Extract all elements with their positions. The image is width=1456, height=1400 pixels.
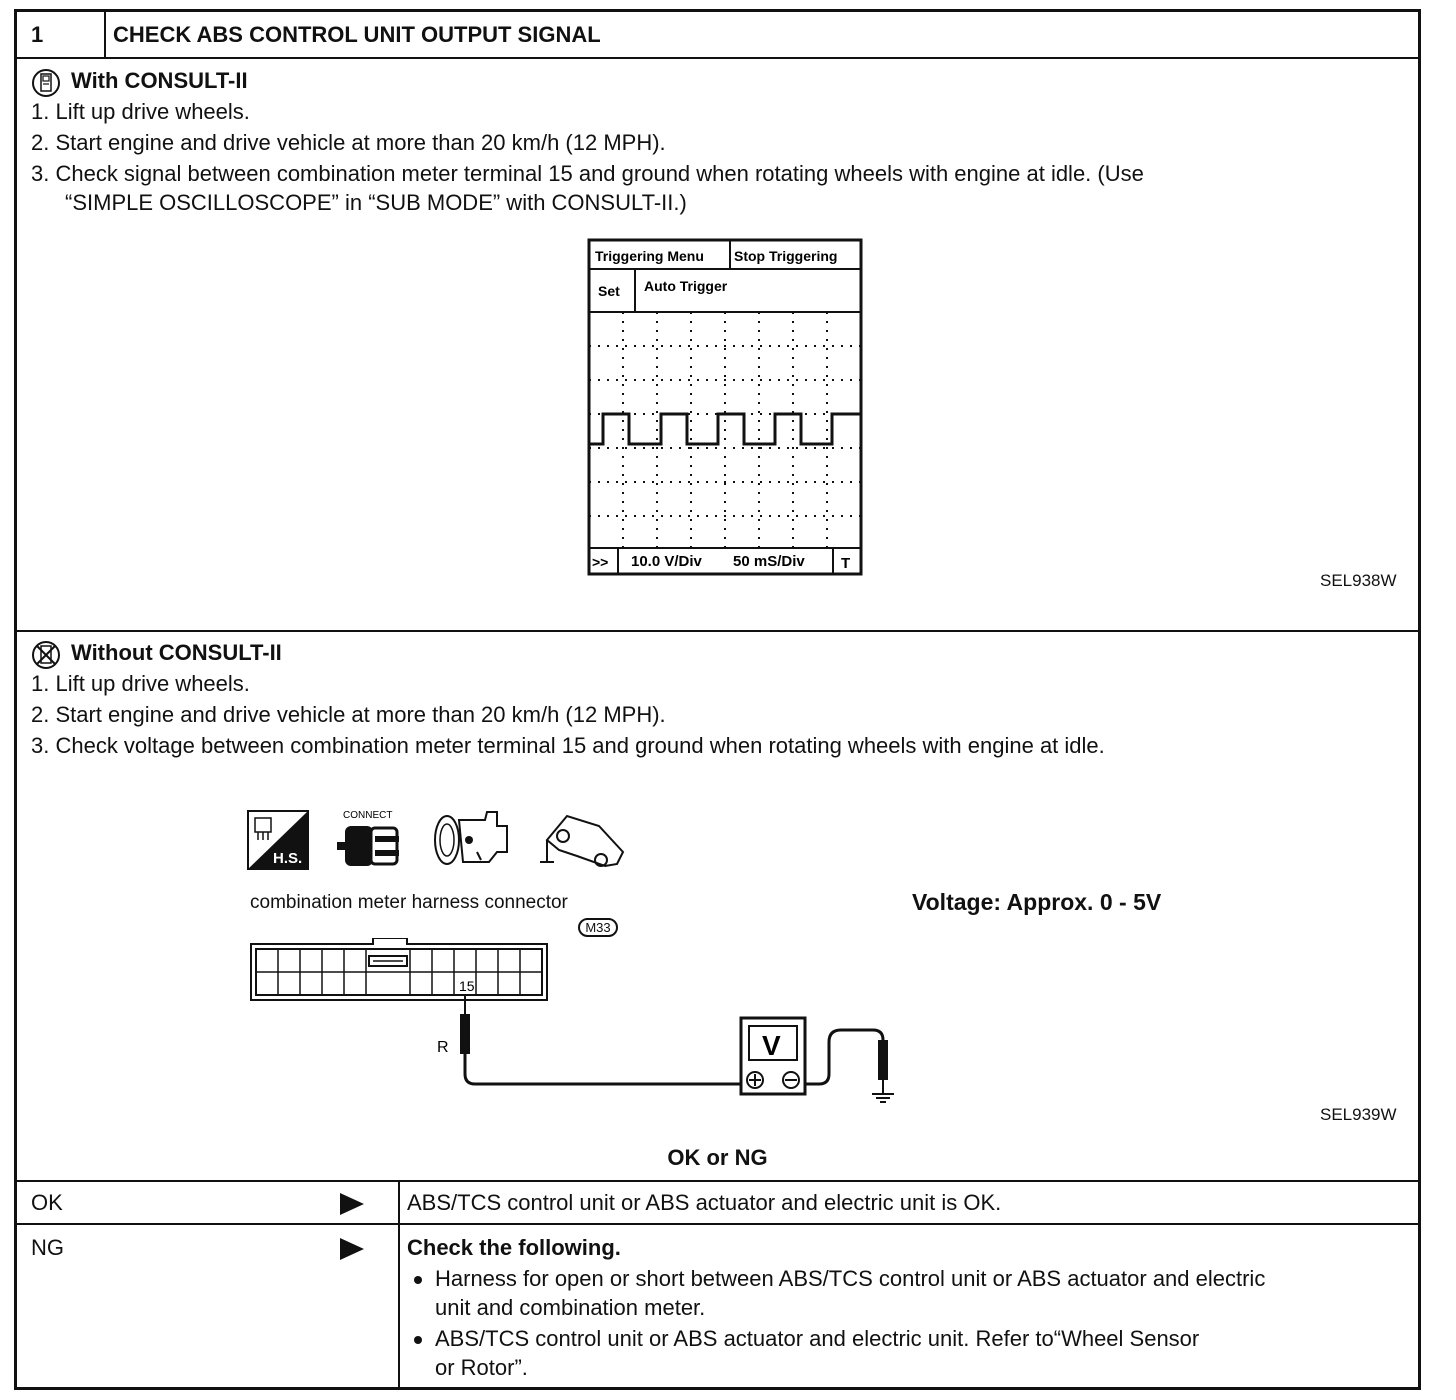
scope-time-div: 50 mS/Div — [733, 553, 805, 570]
ng-item-2-line-1: ABS/TCS control unit or ABS actuator and electric unit. Refer to“Wheel Sensor — [435, 1326, 1200, 1351]
ng-item-2-line-2: or Rotor”. — [435, 1355, 528, 1380]
meter-letter: V — [762, 1030, 781, 1061]
oscilloscope-screen — [587, 238, 863, 576]
header-rule — [17, 57, 1418, 59]
ok-or-ng-question: OK or NG — [667, 1145, 768, 1170]
wire-color: R — [437, 1039, 449, 1056]
with-step-3: 3. Check signal between combination meter terminal 15 and ground when rotating wheels with engine at idle. (Use — [31, 161, 1144, 186]
voltage-spec: Voltage: Approx. 0 - 5V — [912, 889, 1162, 915]
no-consult-icon — [31, 640, 61, 670]
connect-icon — [335, 808, 407, 872]
ng-bullet-1 — [414, 1276, 422, 1284]
ng-item-1-line-1: Harness for open or short between ABS/TCS control unit or ABS actuator and electric — [435, 1266, 1266, 1291]
without-step-3: 3. Check voltage between combination meter terminal 15 and ground when rotating wheels with engine at idle. — [31, 733, 1105, 758]
with-step-3-cont: “SIMPLE OSCILLOSCOPE” in “SUB MODE” with CONSULT-II.) — [65, 190, 687, 215]
with-step-2: 2. Start engine and drive vehicle at more than 20 km/h (12 MPH). — [31, 130, 666, 155]
ok-arrow-icon — [339, 1192, 365, 1216]
ng-heading: Check the following. — [407, 1235, 621, 1260]
without-step-2: 2. Start engine and drive vehicle at more than 20 km/h (12 MPH). — [31, 702, 666, 727]
connector-label: combination meter harness connector — [250, 892, 568, 913]
harness-side-label: H.S. — [273, 850, 303, 867]
terminal-15: 15 — [459, 978, 475, 994]
engine-icon — [431, 806, 511, 870]
without-step-1: 1. Lift up drive wheels. — [31, 671, 250, 696]
ng-item-1-line-2: unit and combination meter. — [435, 1295, 706, 1320]
consult-icon — [31, 68, 61, 98]
result-divider — [398, 1180, 400, 1387]
scope-volts-div: 10.0 V/Div — [631, 553, 702, 570]
ng-label: NG — [31, 1235, 64, 1260]
result-rule-top — [17, 1180, 1418, 1182]
step-number: 1 — [31, 22, 44, 47]
scope-menu-right: Stop Triggering — [734, 248, 838, 264]
ok-label: OK — [31, 1190, 63, 1215]
scope-t: T — [841, 555, 851, 572]
connector-id-badge — [578, 918, 618, 937]
ng-bullet-2 — [414, 1336, 422, 1344]
ok-result-text: ABS/TCS control unit or ABS actuator and electric unit is OK. — [407, 1190, 1002, 1215]
scope-menu-left: Triggering Menu — [595, 248, 704, 264]
wiring-diagram — [247, 938, 907, 1103]
ng-arrow-icon — [339, 1237, 365, 1261]
step-title: CHECK ABS CONTROL UNIT OUTPUT SIGNAL — [113, 22, 601, 47]
figure-code-1: SEL938W — [1320, 571, 1397, 590]
scope-arrows: >> — [592, 554, 609, 570]
figure-code-2: SEL939W — [1320, 1105, 1397, 1124]
without-consult-heading: Without CONSULT-II — [71, 640, 282, 665]
scope-set: Set — [598, 283, 620, 299]
with-consult-heading: With CONSULT-II — [71, 68, 248, 93]
procedure-table — [14, 9, 1421, 1390]
result-rule-mid — [17, 1223, 1418, 1225]
connect-label: CONNECT — [343, 810, 393, 821]
harness-side-icon — [247, 810, 309, 870]
section-rule — [17, 630, 1418, 632]
connector-id: M33 — [585, 920, 611, 935]
header-divider — [104, 12, 106, 57]
scope-auto-trigger: Auto Trigger — [644, 278, 728, 294]
vehicle-ground-icon — [537, 810, 629, 872]
with-step-1: 1. Lift up drive wheels. — [31, 99, 250, 124]
